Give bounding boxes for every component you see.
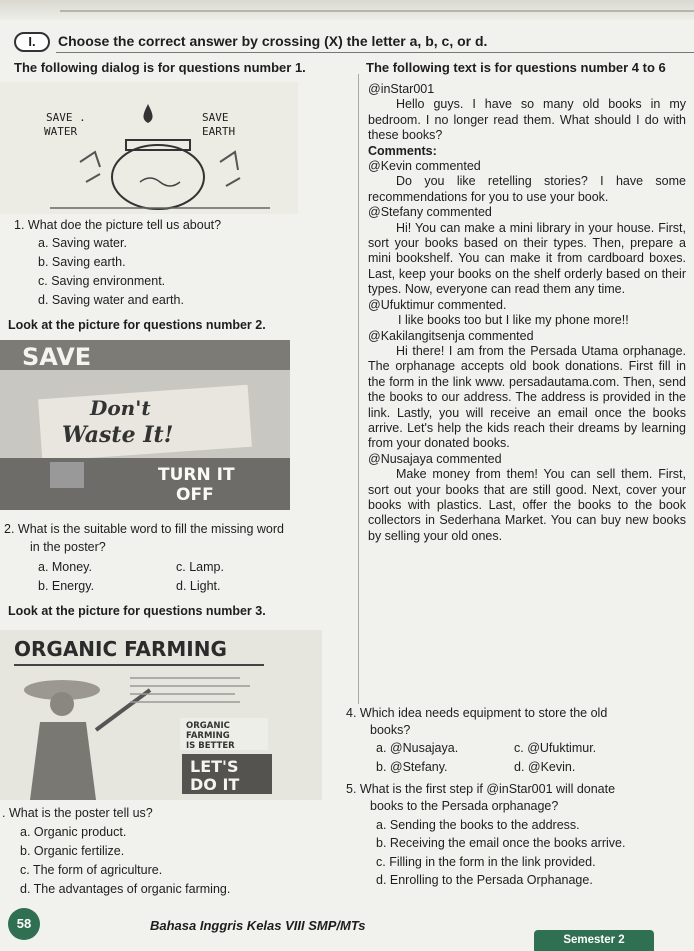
q4-line1: 4. Which idea needs equipment to store the old [346, 706, 608, 720]
q2-line2: in the poster? [30, 540, 106, 554]
water-label: WATER [44, 125, 78, 138]
poster3-lets-text: LET'S [190, 757, 239, 776]
instruction-underline [56, 52, 694, 53]
section-instruction: Choose the correct answer by crossing (X) the letter a, b, c, or d. [58, 33, 488, 49]
post-user-instar: @inStar001 [368, 82, 435, 96]
poster3-doit-text: DO IT [190, 775, 240, 794]
q2-line1: 2. What is the suitable word to fill the missing word [4, 522, 284, 536]
farmer-body-icon [30, 722, 96, 800]
look-q3-heading: Look at the picture for questions number 3. [8, 604, 266, 618]
q5-option-d[interactable]: d. Enrolling to the Persada Orphanage. [376, 873, 593, 887]
q2-option-d[interactable]: d. Light. [176, 579, 221, 593]
svg-text:IS BETTER: IS BETTER [186, 741, 235, 751]
poster2-turn-text: TURN IT [158, 465, 235, 485]
q1-option-c[interactable]: c. Saving environment. [38, 274, 166, 288]
comment-user-stefany: @Stefany commented [368, 205, 492, 220]
comments-heading: Comments: [368, 143, 437, 158]
poster2-off-text: OFF [176, 485, 214, 505]
save-label-left: SAVE . [46, 111, 86, 124]
q3-text: . What is the poster tell us? [2, 806, 153, 820]
q5-line2: books to the Persada orphanage? [370, 799, 559, 813]
poster2-waste-text: Waste It! [62, 422, 174, 448]
q3-option-a[interactable]: a. Organic product. [20, 825, 127, 839]
q2-option-b[interactable]: b. Energy. [38, 579, 95, 593]
q2-option-c[interactable]: c. Lamp. [176, 560, 224, 574]
look-q2-heading: Look at the picture for questions number 2. [8, 318, 266, 332]
comment-kakilangitsenja: Hi there! I am from the Persada Utama orphanage. The orphanage accepts old book donations. First fill in the form in the link www. persadautama.com. Then, send the books to our address. The address is provided in the link. Lastly, you will receive an email once the books arrive. Let's help the kids reach their dreams by learning from your donated books. [368, 343, 686, 451]
post-message-instar: Hello guys. I have so many old books in my bedroom. I no longer read them. What should I do with these books? [368, 97, 686, 143]
q5-line1: 5. What is the first step if @inStar001 will donate [346, 782, 616, 796]
dialog-subheading: The following dialog is for questions number 1. [14, 60, 306, 75]
save-water-earth-image [0, 82, 298, 214]
comment-user-kakilangitsenja: @Kakilangitsenja commented [368, 328, 534, 343]
organic-farming-poster [0, 630, 322, 800]
social-post-thread [368, 82, 686, 544]
comment-ufuktimur: I like books too but I like my phone more!! [398, 313, 629, 328]
q4-option-c[interactable]: c. @Ufuktimur. [514, 741, 597, 755]
comment-user-kevin: @Kevin commented [368, 159, 481, 174]
comment-kevin: Do you like retelling stories? I have some recommendations for you to use your book. [368, 174, 686, 204]
top-divider [60, 10, 694, 12]
poster2-dont-text: Don't [90, 396, 151, 420]
comment-user-nusajaya: @Nusajaya commented [368, 451, 502, 466]
poster2-save-text: SAVE [22, 343, 92, 371]
q4-line2: books? [370, 723, 411, 737]
q3-option-d[interactable]: d. The advantages of organic farming. [20, 882, 231, 896]
q1-option-a[interactable]: a. Saving water. [38, 236, 127, 250]
q5-option-c[interactable]: c. Filling in the form in the link provided. [376, 855, 596, 869]
q1-text: 1. What doe the picture tell us about? [14, 218, 222, 232]
poster3-title: ORGANIC FARMING [14, 637, 227, 661]
q1-option-d[interactable]: d. Saving water and earth. [38, 293, 184, 307]
save-label-right: SAVE [202, 111, 229, 124]
save-energy-poster [0, 340, 290, 510]
earth-label: EARTH [202, 125, 236, 138]
svg-text:ORGANIC: ORGANIC [186, 721, 230, 731]
page-number: 58 [8, 908, 40, 940]
svg-text:FARMING: FARMING [186, 731, 230, 741]
comment-nusajaya: Make money from them! You can sell them. First, sort out your books that are still good. Next, cover your books with plastics. Last, offer the books to the book collectors in Sederhana Market. You can buy new books by selling your old ones. [368, 467, 686, 543]
text-subheading: The following text is for questions number 4 to 6 [366, 60, 666, 75]
q1-option-b[interactable]: b. Saving earth. [38, 255, 126, 269]
q5-option-a[interactable]: a. Sending the books to the address. [376, 818, 580, 832]
light-switch-icon [50, 462, 84, 488]
q4-option-a[interactable]: a. @Nusajaya. [376, 741, 459, 755]
comment-user-ufuktimur: @Ufuktimur commented. [368, 297, 507, 312]
book-title: Bahasa Inggris Kelas VIII SMP/MTs [150, 918, 366, 933]
semester-label: Semester 2 [534, 930, 654, 951]
q3-option-c[interactable]: c. The form of agriculture. [20, 863, 163, 877]
q4-option-b[interactable]: b. @Stefany. [376, 760, 448, 774]
section-number-badge: I. [14, 32, 50, 52]
q5-option-b[interactable]: b. Receiving the email once the books arrive. [376, 836, 626, 850]
q3-option-b[interactable]: b. Organic fertilize. [20, 844, 125, 858]
column-divider [358, 74, 359, 704]
comment-stefany: Hi! You can make a mini library in your house. First, sort your books based on their types. Then, prepare a mini bookshelf. You can make it from cardboard boxes. Last, keep your books on the shelf orderly based on their types. Now, everyone can read them any time. [368, 220, 686, 297]
q4-option-d[interactable]: d. @Kevin. [514, 760, 576, 774]
q2-option-a[interactable]: a. Money. [38, 560, 92, 574]
